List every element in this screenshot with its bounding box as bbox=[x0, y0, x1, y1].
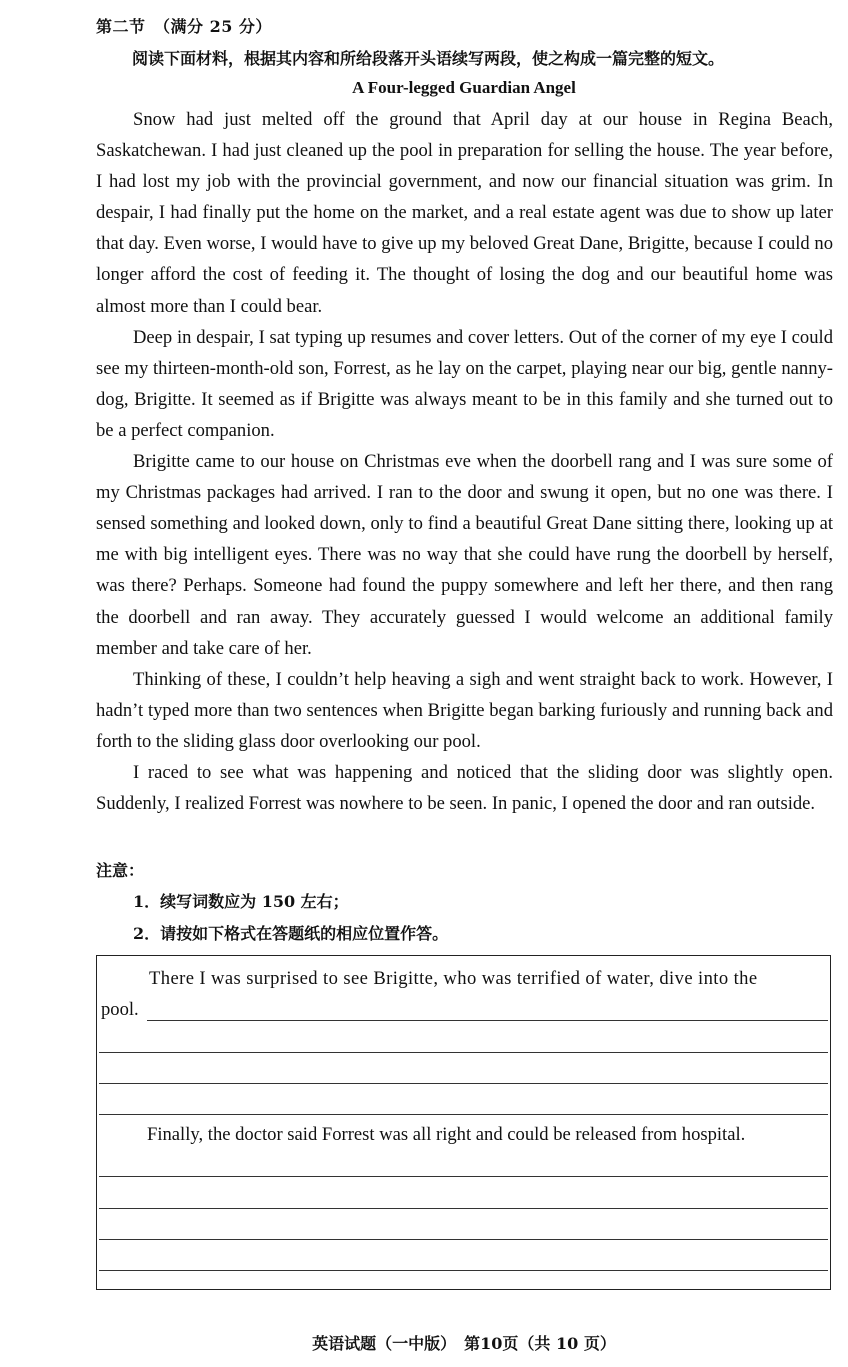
answer-box bbox=[96, 955, 831, 1290]
writing-line[interactable] bbox=[147, 1020, 828, 1021]
passage-paragraph: Deep in despair, I sat typing up resumes and cover letters. Out of the corner of my eye I could see my thirteen-month-old son, Forrest, as he lay on the carpet, playing near our big, gentle nanny-dog, Brigitte. It seemed as if Brigitte was always meant to be in this family and she turned out to be a perfect companion. bbox=[96, 326, 833, 441]
continuation-opening-1-end: pool. bbox=[101, 999, 139, 1020]
writing-line[interactable] bbox=[99, 1208, 828, 1209]
writing-line[interactable] bbox=[99, 1083, 828, 1084]
task-instruction: 阅读下面材料，根据其内容和所给段落开头语续写两段，使之构成一篇完整的短文。 bbox=[132, 49, 725, 68]
passage-paragraph: Thinking of these, I couldn’t help heaving a sigh and went straight back to work. However, I hadn’t typed more than two sentences when Brigitte began barking furiously and running back and forth to the sliding glass door overlooking our pool. bbox=[96, 668, 833, 752]
section-title: 第二节 （满分 25 分） bbox=[96, 17, 272, 36]
writing-line[interactable] bbox=[99, 1114, 828, 1115]
passage-title: A Four-legged Guardian Angel bbox=[352, 78, 576, 97]
page-footer: 英语试题（一中版） 第10页（共 10 页） bbox=[312, 1334, 616, 1353]
passage-paragraph: I raced to see what was happening and noticed that the sliding door was slightly open. Suddenly, I realized Forrest was nowhere to be seen. In panic, I opened the door and ran outside. bbox=[96, 761, 833, 815]
note-item-word-count: 1．续写词数应为 150 左右； bbox=[133, 892, 349, 911]
writing-line[interactable] bbox=[99, 1239, 828, 1240]
notes-label: 注意： bbox=[96, 861, 145, 880]
note-item-format: 2．请按如下格式在答题纸的相应位置作答。 bbox=[133, 924, 449, 943]
writing-line[interactable] bbox=[99, 1052, 828, 1053]
passage-paragraph: Snow had just melted off the ground that April day at our house in Regina Beach, Saskatchewan. I had just cleaned up the pool in preparation for selling the house. The year before, I had lost my job with the provincial government, and now our financial situation was grim. In despair, I had finally put the home on the market, and a real estate agent was due to show up later that day. Even worse, I would have to give up my beloved Great Dane, Brigitte, because I could no longer afford the cost of feeding it. The thought of losing the dog and our beautiful home was almost more than I could bear. bbox=[96, 109, 833, 317]
writing-line[interactable] bbox=[99, 1270, 828, 1271]
continuation-opening-1: There I was surprised to see Brigitte, who was terrified of water, dive into the bbox=[149, 968, 758, 989]
continuation-opening-2: Finally, the doctor said Forrest was all right and could be released from hospital. bbox=[147, 1124, 746, 1145]
reading-passage bbox=[96, 104, 833, 819]
writing-line[interactable] bbox=[99, 1176, 828, 1177]
passage-paragraph: Brigitte came to our house on Christmas eve when the doorbell rang and I was sure some of my Christmas packages had arrived. I ran to the door and swung it open, but no one was there. I sensed something and looked down, only to find a beautiful Great Dane sitting there, looking up at me with big intelligent eyes. There was no way that she could have rung the doorbell by herself, was there? Perhaps. Someone had found the puppy somewhere and left her there, and then rang the doorbell and ran away. They accurately guessed I would welcome an additional family member and take care of her. bbox=[96, 451, 833, 659]
